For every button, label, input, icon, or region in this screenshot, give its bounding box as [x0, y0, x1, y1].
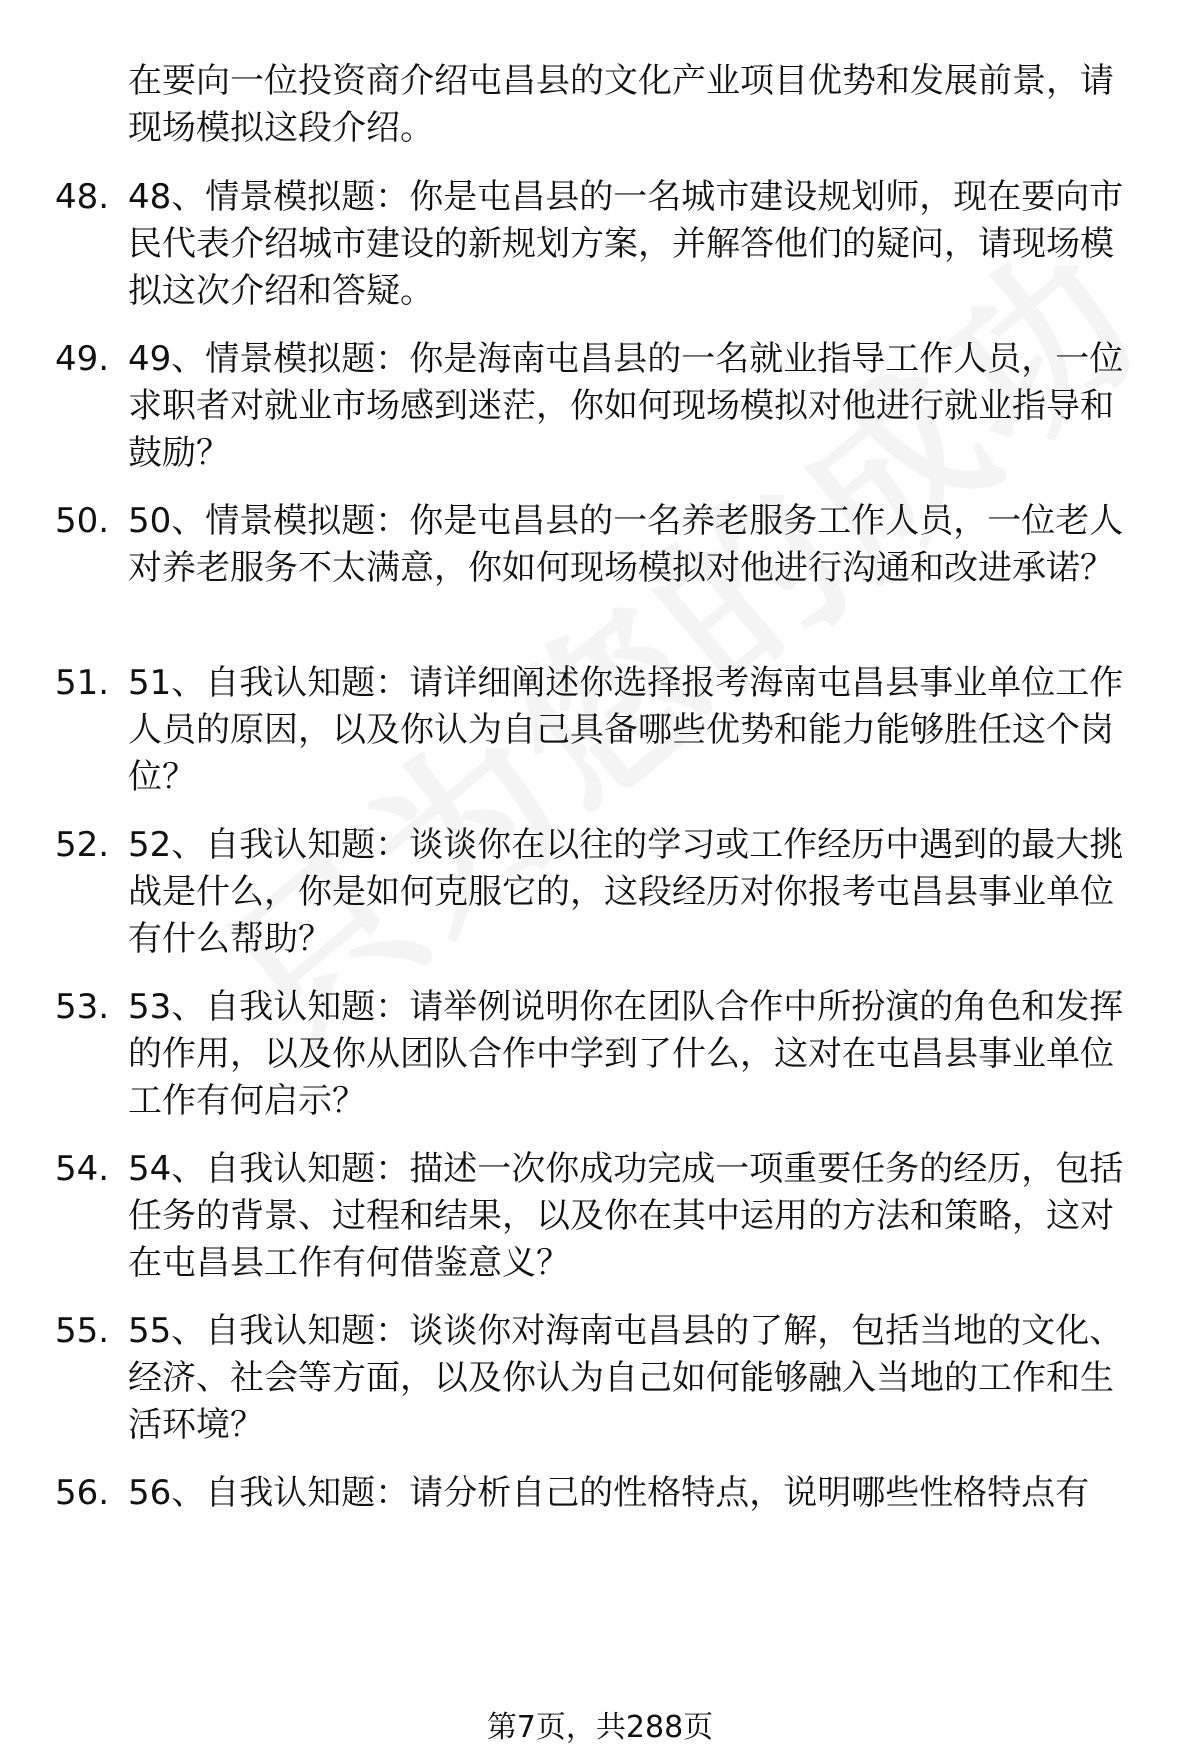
item-number: 54. [55, 1149, 110, 1189]
item-number: 49. [55, 339, 110, 379]
item-text: 55、自我认知题：谈谈你对海南屯昌县的了解，包括当地的文化、经济、社会等方面，以及你认为自己如何能够融入当地的工作和生活环境？ [128, 1311, 1124, 1445]
item-number: 50. [55, 501, 110, 541]
item-number: 51. [55, 663, 110, 703]
item-number: 55. [55, 1311, 110, 1351]
item-text: 51、自我认知题：请详细阐述你选择报考海南屯昌县事业单位工作人员的原因，以及你认为自己具备哪些优势和能力能够胜任这个岗位？ [128, 663, 1124, 797]
page-footer: 第7页，共288页 [486, 1710, 714, 1745]
item-number: 56. [55, 1473, 110, 1513]
item-text: 56、自我认知题：请分析自己的性格特点，说明哪些性格特点有 [128, 1473, 1090, 1513]
intro-paragraph: 在要向一位投资商介绍屯昌县的文化产业项目优势和发展前景，请现场模拟这段介绍。 [128, 61, 1114, 148]
item-text: 48、情景模拟题：你是屯昌县的一名城市建设规划师，现在要向市民代表介绍城市建设的新规划方案，并解答他们的疑问，请现场模拟这次介绍和答疑。 [128, 177, 1124, 311]
item-text: 53、自我认知题：请举例说明你在团队合作中所扮演的角色和发挥的作用，以及你从团队合作中学到了什么，这对在屯昌县事业单位工作有何启示？ [128, 987, 1124, 1121]
item-number: 53. [55, 987, 110, 1027]
item-text: 52、自我认知题：谈谈你在以往的学习或工作经历中遇到的最大挑战是什么，你是如何克服它的，这段经历对你报考屯昌县事业单位有什么帮助？ [128, 825, 1124, 959]
item-text: 49、情景模拟题：你是海南屯昌县的一名就业指导工作人员，一位求职者对就业市场感到迷茫，你如何现场模拟对他进行就业指导和鼓励？ [128, 339, 1124, 473]
item-number: 52. [55, 825, 110, 865]
item-number: 48. [55, 177, 110, 217]
item-text: 54、自我认知题：描述一次你成功完成一项重要任务的经历，包括任务的背景、过程和结果，以及你在其中运用的方法和策略，这对在屯昌县工作有何借鉴意义？ [128, 1149, 1124, 1283]
item-text: 50、情景模拟题：你是屯昌县的一名养老服务工作人员，一位老人对养老服务不太满意，你如何现场模拟对他进行沟通和改进承诺？ [128, 501, 1124, 588]
